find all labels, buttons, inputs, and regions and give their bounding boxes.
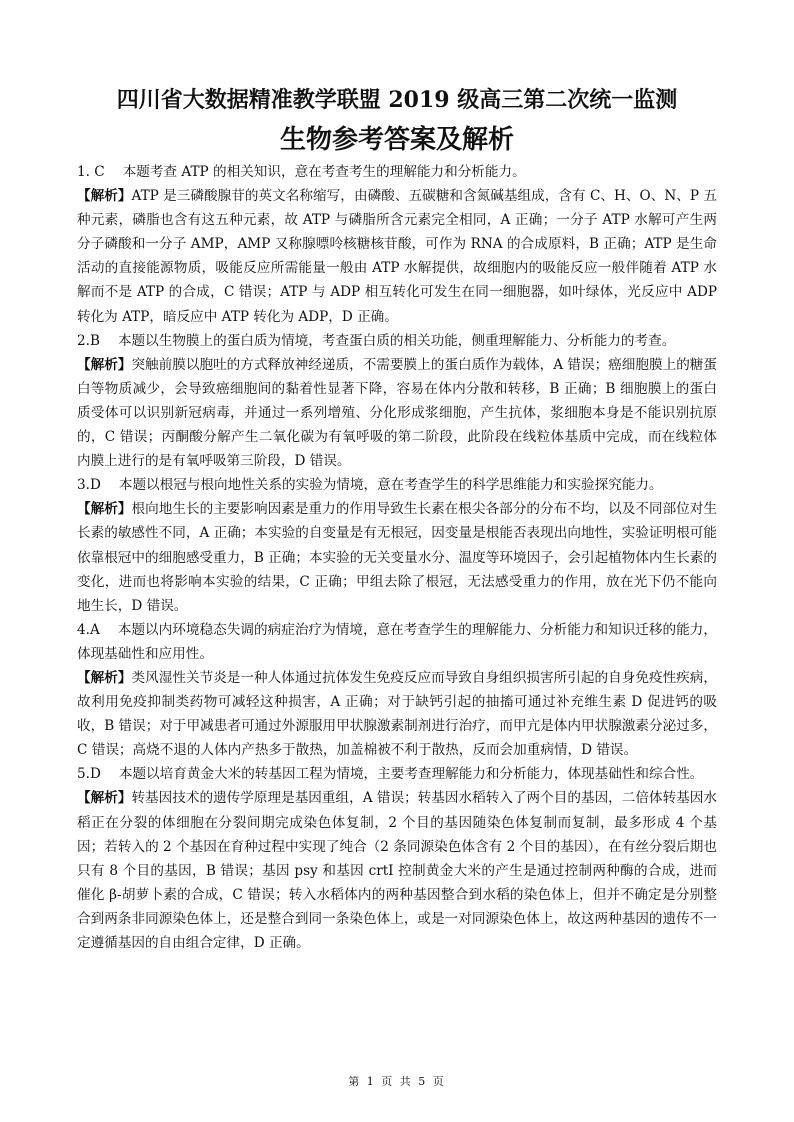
question-3-number: 3.D [77,477,101,494]
question-3-heading [77,473,717,497]
question-3-text: 根向地生长的主要影响因素是重力的作用导致生长素在根尖各部分的分布不均，以及不同部位对生长素的敏感性不同，A 正确；本实验的自变量是有无根冠，因变量是根能否表现出向地性，实验证明根可能依靠根冠中的细胞感受重力，B 正确；本实验的无关变量水分、温度等环境因子，会引起植物体内生长素的变化，进而也将影响本实验的结果，C 正确；甲组去除了根冠，无法感受重力的作用，放在光下仍不能向地生长，D 错误。 [77,501,718,614]
question-4-intro: 本题以内环境稳态失调的病症治疗为情境，意在考查学生的理解能力、分析能力和知识迁移的能力，体现基础性和应用性。 [77,621,717,662]
question-5-explanation [77,786,717,955]
question-5-intro: 本题以培育黄金大米的转基因工程为情境，主要考查理解能力和分析能力，体现基础性和综合性。 [118,766,704,783]
question-2-number: 2.B [77,332,100,349]
answer-body [77,160,717,955]
question-1-number: 1. C [77,164,105,180]
question-4-explanation [77,666,717,762]
question-3-explanation [77,497,717,617]
question-1-intro: 本题考查 ATP 的相关知识，意在考查考生的理解能力和分析能力。 [122,164,526,180]
explanation-tag: 【解析】 [77,790,132,807]
question-3-intro: 本题以根冠与根向地性关系的实验为情境，意在考查学生的科学思维能力和实验探究能力。 [118,477,663,494]
question-2-text: 突触前膜以胞吐的方式释放神经递质，不需要膜上的蛋白质作为载体，A 错误；癌细胞膜上的糖蛋白等物质减少，会导致癌细胞间的黏着性显著下降，容易在体内分散和转移，B 正确；B 细胞膜上的蛋白质受体可以识别新冠病毒，并通过一系列增殖、分化形成浆细胞，产生抗体，浆细胞本身是不能识别抗原的，C 错误；丙酮酸分解产生二氧化碳为有氧呼吸的第二阶段，此阶段在线粒体基质中完成，而在线粒体内膜上进行的是有氧呼吸第三阶段，D 错误。 [77,356,718,470]
question-1-heading [77,160,717,184]
page-number: 第 1 页 共 5 页 [348,1075,446,1088]
question-4-heading [77,618,717,666]
question-5-number: 5.D [77,766,101,783]
explanation-tag: 【解析】 [77,356,132,373]
question-1-text: ATP 是三磷酸腺苷的英文名称缩写，由磷酸、五碳糖和含氮碱基组成，含有 C、H、O、N、P 五种元素，磷脂也含有这五种元素，故 ATP 与磷脂所含元素完全相同，A 正确；一分子 ATP 水解可产生两分子磷酸和一分子 AMP，AMP 又称腺嘌呤核糖核苷酸，可作为 RNA 的合成原料，B 正确；ATP 是生命活动的直接能源物质，吸能反应所需能量一般由 ATP 水解提供，故细胞内的吸能反应一般伴随着 ATP 水解而不是 ATP 的合成，C 错误；ATP 与 ADP 相互转化可发生在同一细胞器，如叶绿体，光反应中 ADP 转化为 ATP，暗反应中 ATP 转化为 ADP，D 正确。 [77,188,717,325]
question-5-heading [77,762,717,786]
explanation-tag: 【解析】 [77,188,132,205]
page-title: 四川省大数据精准教学联盟 2019 级高三第二次统一监测 [116,87,678,113]
question-5-text: 转基因技术的遗传学原理是基因重组，A 错误；转基因水稻转入了两个目的基因，二倍体转基因水稻正在分裂的体细胞在分裂间期完成染色体复制，2 个目的基因随染色体复制而复制，最多形成 4 个基因；若转入的 2 个基因在育种过程中实现了纯合（2 条同源染色体含有 2 个目的基因），在有丝分裂后期也只有 8 个目的基因，B 错误；基因 psy 和基因 crtI 控制黄金大米的产生是通过控制两种酶的合成，进而催化 β-胡萝卜素的合成，C 错误；转入水稻体内的两种基因整合到水稻的染色体上，但并不确定是分别整合到两条非同源染色体上，还是整合到同一条染色体上，或是一对同源染色体上，故这两种基因的遗传不一定遵循基因的自由组合定律，D 正确。 [77,790,718,951]
question-4-text: 类风湿性关节炎是一种人体通过抗体发生免疫反应而导致自身组织损害所引起的自身免疫性疾病，故利用免疫抑制类药物可减轻这种损害，A 正确；对于缺钙引起的抽搐可通过补充维生素 D 促进钙的吸收，B 错误；对于甲减患者可通过外源服用甲状腺激素制剂进行治疗，而甲亢是体内甲状腺激素分泌过多，C 错误；高烧不退的人体内产热多于散热，加盖棉被不利于散热，反而会加重病情，D 错误。 [77,669,718,759]
page-subtitle: 生物参考答案及解析 [279,125,514,155]
question-1-explanation [77,184,717,329]
explanation-tag: 【解析】 [77,669,132,686]
question-2-heading [77,329,717,353]
question-2-intro: 本题以生物膜上的蛋白质为情境，考查蛋白质的相关功能，侧重理解能力、分析能力的考查。 [117,332,676,349]
question-2-explanation [77,353,717,473]
question-4-number: 4.A [77,621,100,638]
explanation-tag: 【解析】 [77,501,132,518]
